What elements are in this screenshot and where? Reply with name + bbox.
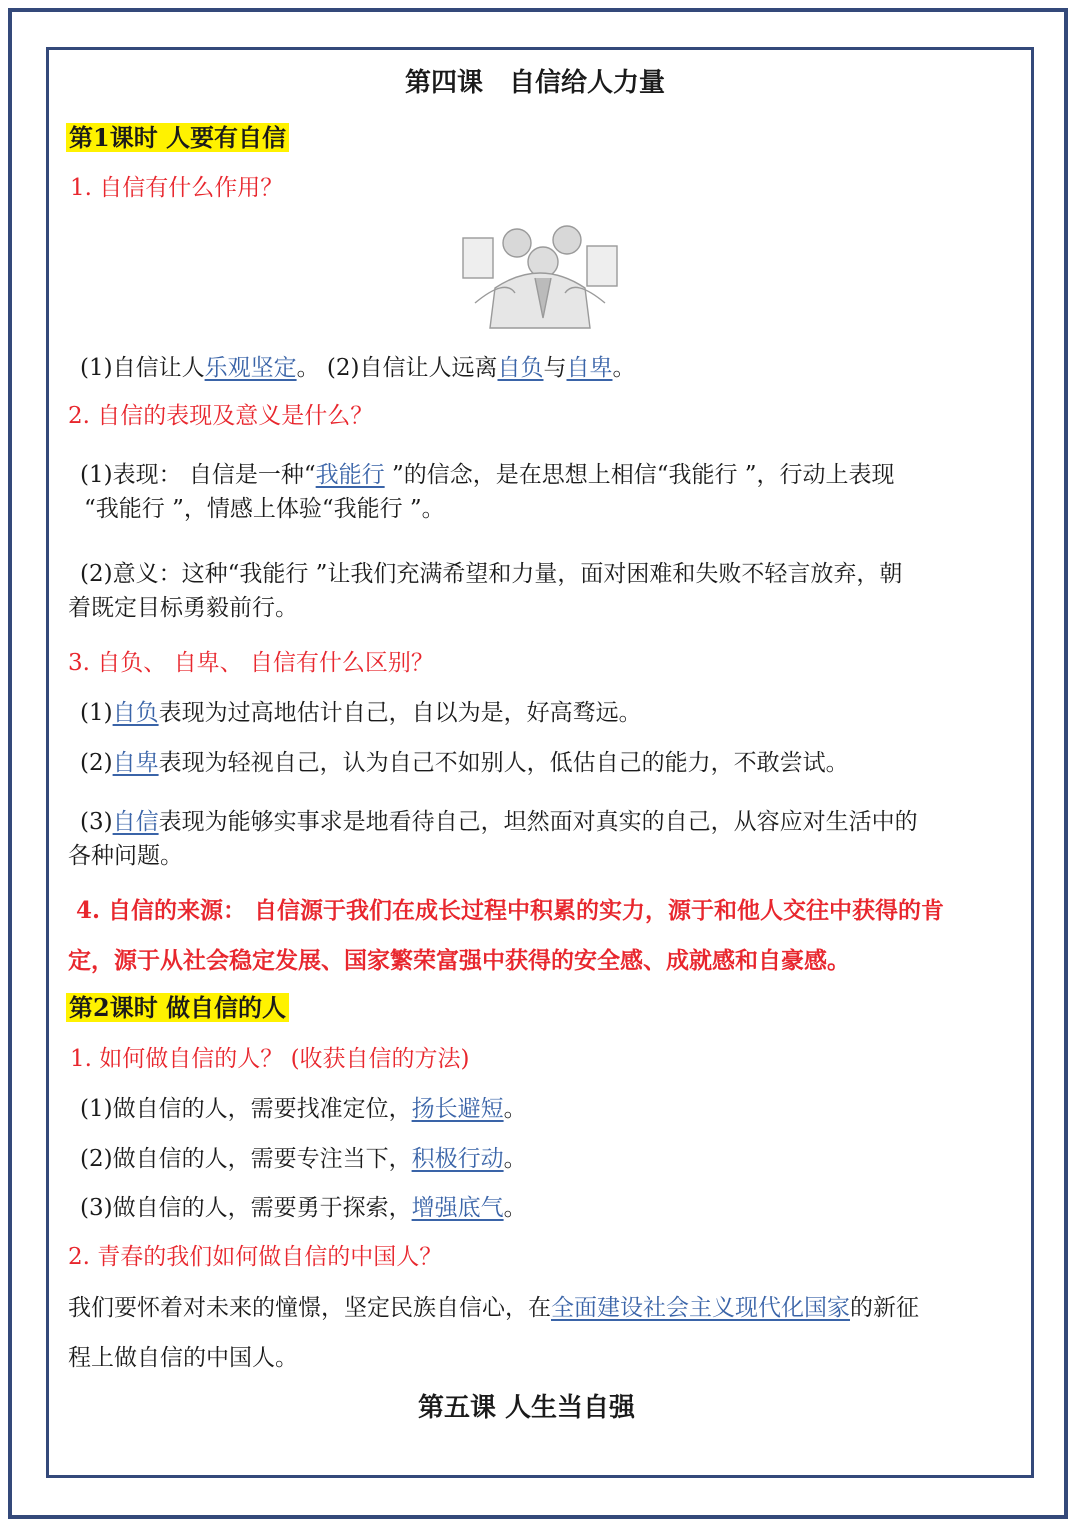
term-confidence: 自信: [112, 809, 159, 835]
s2-q2-heading: 2. 青春的我们如何做自信的中国人？: [68, 1244, 443, 1270]
text: (1)自信让人: [80, 355, 205, 381]
section2-label: 第2课时 做自信的人: [66, 993, 289, 1022]
s2-item2: [80, 1142, 527, 1176]
section1-label: 第1课时 人要有自信: [66, 123, 289, 152]
q3-item1: [80, 696, 642, 730]
s2-item3: [80, 1191, 527, 1225]
lesson5-title: 第五课 人生当自强: [418, 1393, 636, 1423]
text: 表现为能够实事求是地看待自己，坦然面对真实的自己，从容应对生活中的: [158, 809, 918, 835]
answer-confidence-base: 增强底气: [411, 1195, 504, 1221]
q3-item3-line2: 各种问题。: [68, 843, 183, 869]
lesson4-title: 第四课 自信给人力量: [405, 68, 666, 98]
q2-para1-line1: [80, 458, 895, 492]
term-arrogance: 自负: [112, 700, 159, 726]
s2-para-line2: 程上做自信的中国人。: [68, 1345, 298, 1371]
text: (2)做自信的人，需要专注当下，: [80, 1146, 412, 1172]
answer-optimistic: 乐观坚定: [204, 355, 297, 381]
q2-heading: 2. 自信的表现及意义是什么？: [68, 403, 374, 429]
text: 。: [503, 1096, 527, 1122]
q2-para2-line2: 着既定目标勇毅前行。: [68, 595, 298, 621]
text: 表现为轻视自己，认为自己不如别人，低估自己的能力，不敢尝试。: [158, 750, 849, 776]
s2-q1-heading: 1. 如何做自信的人？ (收获自信的方法): [70, 1046, 470, 1072]
q3-item3-line1: [80, 805, 918, 839]
text: (1): [80, 700, 113, 726]
term-inferiority: 自卑: [112, 750, 159, 776]
text: (1)做自信的人，需要找准定位，: [80, 1096, 412, 1122]
text: 。: [503, 1195, 527, 1221]
text: (3)做自信的人，需要勇于探索，: [80, 1195, 412, 1221]
answer-act: 积极行动: [411, 1146, 504, 1172]
q1-heading: 1. 自信有什么作用？: [70, 175, 284, 201]
text: (3): [80, 809, 113, 835]
answer-modern-country: 全面建设社会主义现代化国家: [551, 1295, 850, 1321]
text: 的新征: [850, 1295, 919, 1321]
text: 。: [612, 355, 636, 381]
text: (1)表现： 自信是一种“: [80, 462, 316, 488]
q4-line2: 定，源于从社会稳定发展、国家繁荣富强中获得的安全感、成就感和自豪感。: [68, 947, 850, 974]
answer-strengths: 扬长避短: [411, 1096, 504, 1122]
text: 与: [543, 355, 567, 381]
s2-item1: [80, 1092, 527, 1126]
answer-i-can: 我能行: [315, 462, 385, 488]
text: 表现为过高地估计自己，自以为是，好高骛远。: [158, 700, 642, 726]
text: (2): [80, 750, 113, 776]
text: 我们要怀着对未来的憧憬，坚定民族自信心，在: [68, 1295, 551, 1321]
answer-inferiority: 自卑: [566, 355, 613, 381]
text: 。 (2)自信让人远离: [296, 355, 498, 381]
text: ”的信念，是在思想上相信“我能行 ”，行动上表现: [384, 462, 895, 488]
q2-para1-line2: “我能行 ”，情感上体验“我能行 ”。: [84, 496, 445, 522]
section2-header: [66, 991, 289, 1026]
q1-answer: [80, 351, 635, 385]
q3-heading: 3. 自负、 自卑、 自信有什么区别？: [68, 650, 434, 676]
kids-illustration: [455, 218, 625, 338]
answer-arrogance: 自负: [497, 355, 544, 381]
q4-line1: 4. 自信的来源： 自信源于我们在成长过程中积累的实力，源于和他人交往中获得的肯: [76, 897, 945, 924]
section1-header: [66, 121, 289, 156]
text: 。: [503, 1146, 527, 1172]
q3-item2: [80, 746, 849, 780]
q2-para2-line1: (2)意义：这种“我能行 ”让我们充满希望和力量，面对困难和失败不轻言放弃，朝: [80, 561, 903, 587]
s2-para-line1: [68, 1291, 919, 1325]
